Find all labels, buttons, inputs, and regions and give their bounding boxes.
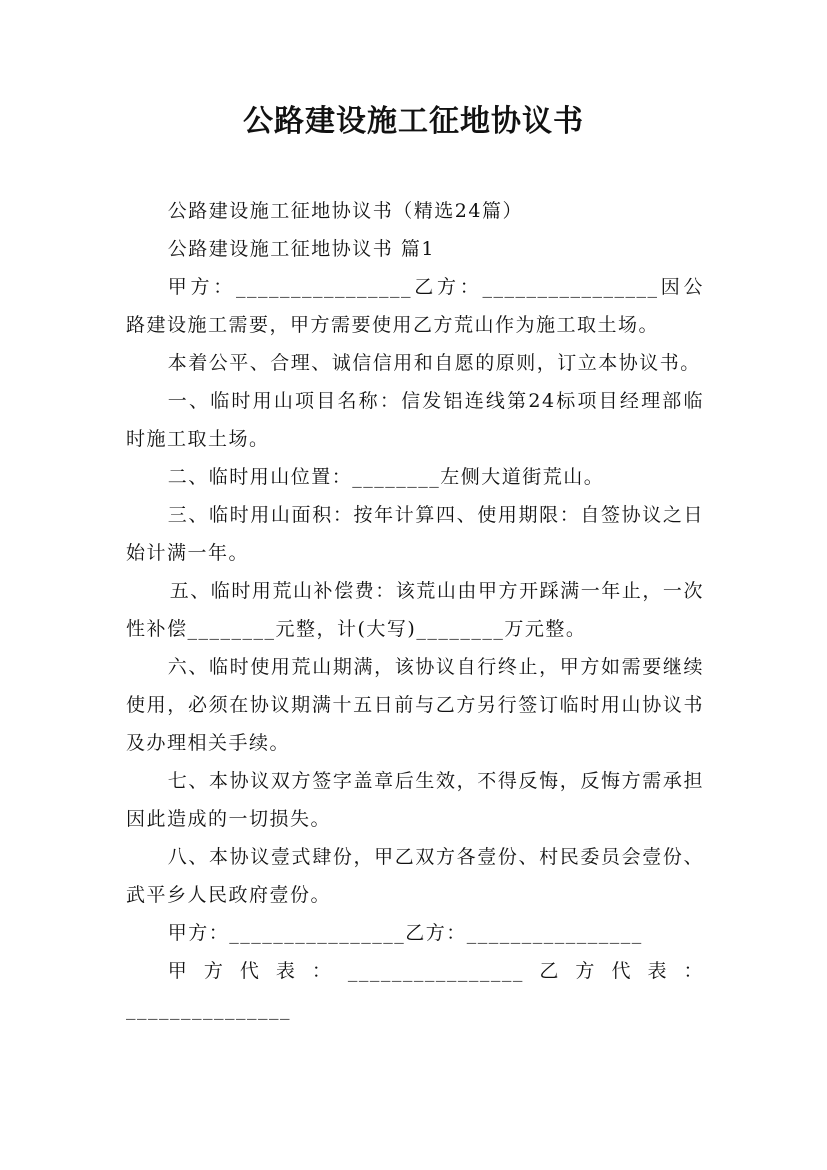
document-title: 公路建设施工征地协议书 <box>243 104 584 139</box>
document-body <box>126 192 704 1028</box>
paragraph-parties-intro: 甲方：________________乙方：________________因公路建设施工需要，甲方需要使用乙方荒山作为施工取土场。 <box>126 276 704 336</box>
paragraph-clause-2: 二、临时用山位置：________左侧大道街荒山。 <box>167 466 605 488</box>
paragraph-clause-5: 五、临时用荒山补偿费：该荒山由甲方开踩满一年止，一次性补偿________元整，计(大写)________万元整。 <box>126 580 704 640</box>
paragraph-subtitle: 公路建设施工征地协议书（精选24篇） <box>167 200 523 222</box>
paragraph-clause-8: 八、本协议壹式肆份，甲乙双方各壹份、村民委员会壹份、武平乡人民政府壹份。 <box>126 846 704 906</box>
paragraph-signature-parties: 甲方：________________乙方：________________ <box>167 922 643 944</box>
paragraph-signature-representatives: 甲方代表：________________乙方代表：_______________ <box>126 960 704 1020</box>
paragraph-section-heading: 公路建设施工征地协议书 篇1 <box>167 238 435 260</box>
paragraph-principle: 本着公平、合理、诚信信用和自愿的原则，订立本协议书。 <box>167 352 701 374</box>
paragraph-clause-7: 七、本协议双方签字盖章后生效，不得反悔，反悔方需承担因此造成的一切损失。 <box>126 770 704 830</box>
paragraph-clause-6: 六、临时使用荒山期满，该协议自行终止，甲方如需要继续使用，必须在协议期满十五日前与乙方另行签订临时用山协议书及办理相关手续。 <box>126 656 704 754</box>
paragraph-clause-3: 三、临时用山面积：按年计算四、使用期限：自签协议之日始计满一年。 <box>126 504 704 564</box>
paragraph-clause-1: 一、临时用山项目名称：信发铝连线第24标项目经理部临时施工取土场。 <box>126 390 704 450</box>
